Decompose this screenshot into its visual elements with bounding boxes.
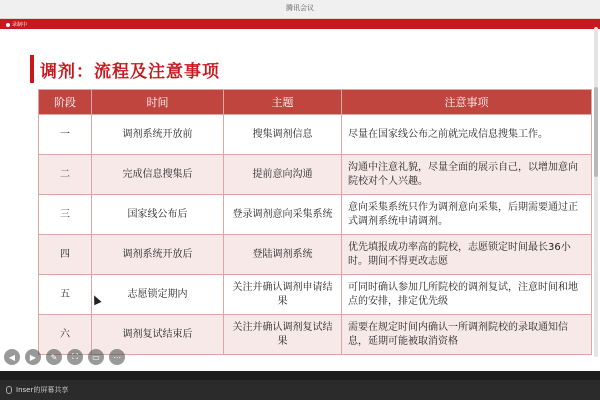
table-row bbox=[39, 195, 592, 235]
table-row bbox=[39, 115, 592, 155]
scrollbar-thumb[interactable] bbox=[594, 87, 598, 177]
slide-scrollbar[interactable] bbox=[594, 27, 598, 357]
play-icon[interactable]: ▶ bbox=[25, 349, 41, 365]
microphone-icon bbox=[6, 386, 12, 394]
slide-title-block bbox=[30, 55, 220, 83]
slide-title: 调剂：流程及注意事项 bbox=[40, 61, 220, 82]
slide-header-bar bbox=[0, 19, 600, 29]
col-header-topic: 主题 bbox=[224, 90, 342, 115]
screen-share-indicator bbox=[6, 385, 68, 395]
table-row bbox=[39, 235, 592, 275]
time-cell: 调剂系统开放前 bbox=[92, 115, 224, 155]
recording-label: 录制中 bbox=[12, 22, 28, 28]
fit-icon[interactable]: ⛶ bbox=[67, 349, 83, 365]
stage-cell: 一 bbox=[39, 115, 92, 155]
note-cell: 沟通中注意礼貌，尽量全面的展示自己，以增加意向院校对个人兴趣。 bbox=[342, 155, 592, 195]
stage-cell: 三 bbox=[39, 195, 92, 235]
stage-cell: 五 bbox=[39, 275, 92, 315]
record-dot-icon bbox=[6, 23, 10, 27]
topic-cell: 登录调剂意向采集系统 bbox=[224, 195, 342, 235]
table-header-row bbox=[39, 90, 592, 115]
pen-icon[interactable]: ✎ bbox=[46, 349, 62, 365]
stage-cell: 四 bbox=[39, 235, 92, 275]
process-table bbox=[38, 89, 592, 355]
back-icon[interactable]: ◀ bbox=[4, 349, 20, 365]
note-cell: 需要在规定时间内确认一所调剂院校的录取通知信息，延期可能被取消资格 bbox=[342, 315, 592, 355]
note-cell: 意向采集系统只作为调剂意向采集，后期需要通过正式调剂系统申请调剂。 bbox=[342, 195, 592, 235]
time-cell: 调剂复试结束后 bbox=[92, 315, 224, 355]
topic-cell: 搜集调剂信息 bbox=[224, 115, 342, 155]
recording-badge[interactable] bbox=[6, 21, 27, 28]
topic-cell: 提前意向沟通 bbox=[224, 155, 342, 195]
col-header-notes: 注意事项 bbox=[342, 90, 592, 115]
time-cell: 完成信息搜集后 bbox=[92, 155, 224, 195]
time-cell: 调剂系统开放后 bbox=[92, 235, 224, 275]
col-header-time: 时间 bbox=[92, 90, 224, 115]
window-title: 腾讯会议 bbox=[286, 4, 314, 12]
more-icon[interactable]: ⋯ bbox=[109, 349, 125, 365]
topic-cell: 登陆调剂系统 bbox=[224, 235, 342, 275]
shared-slide bbox=[0, 19, 600, 371]
topic-cell: 关注并确认调剂申请结果 bbox=[224, 275, 342, 315]
window-titlebar bbox=[0, 0, 600, 19]
table-row bbox=[39, 275, 592, 315]
stage-cell: 二 bbox=[39, 155, 92, 195]
title-accent-bar bbox=[30, 55, 34, 83]
topic-cell: 关注并确认调剂复试结果 bbox=[224, 315, 342, 355]
annotation-toolbar bbox=[4, 348, 125, 366]
screen-icon[interactable]: ▭ bbox=[88, 349, 104, 365]
time-cell: 国家线公布后 bbox=[92, 195, 224, 235]
note-cell: 优先填报成功率高的院校，志愿锁定时间最长36小时。期间不得更改志愿 bbox=[342, 235, 592, 275]
note-cell: 可同时确认参加几所院校的调剂复试，注意时间和地点的安排，排定优先级 bbox=[342, 275, 592, 315]
time-cell: 志愿锁定期内 bbox=[92, 275, 224, 315]
meeting-bottom-bar bbox=[0, 380, 600, 400]
col-header-stage: 阶段 bbox=[39, 90, 92, 115]
note-cell: 尽量在国家线公布之前就完成信息搜集工作。 bbox=[342, 115, 592, 155]
table-row bbox=[39, 155, 592, 195]
screen-share-label: Inser的屏幕共享 bbox=[16, 386, 69, 394]
stage-cell: 六 bbox=[39, 315, 92, 355]
